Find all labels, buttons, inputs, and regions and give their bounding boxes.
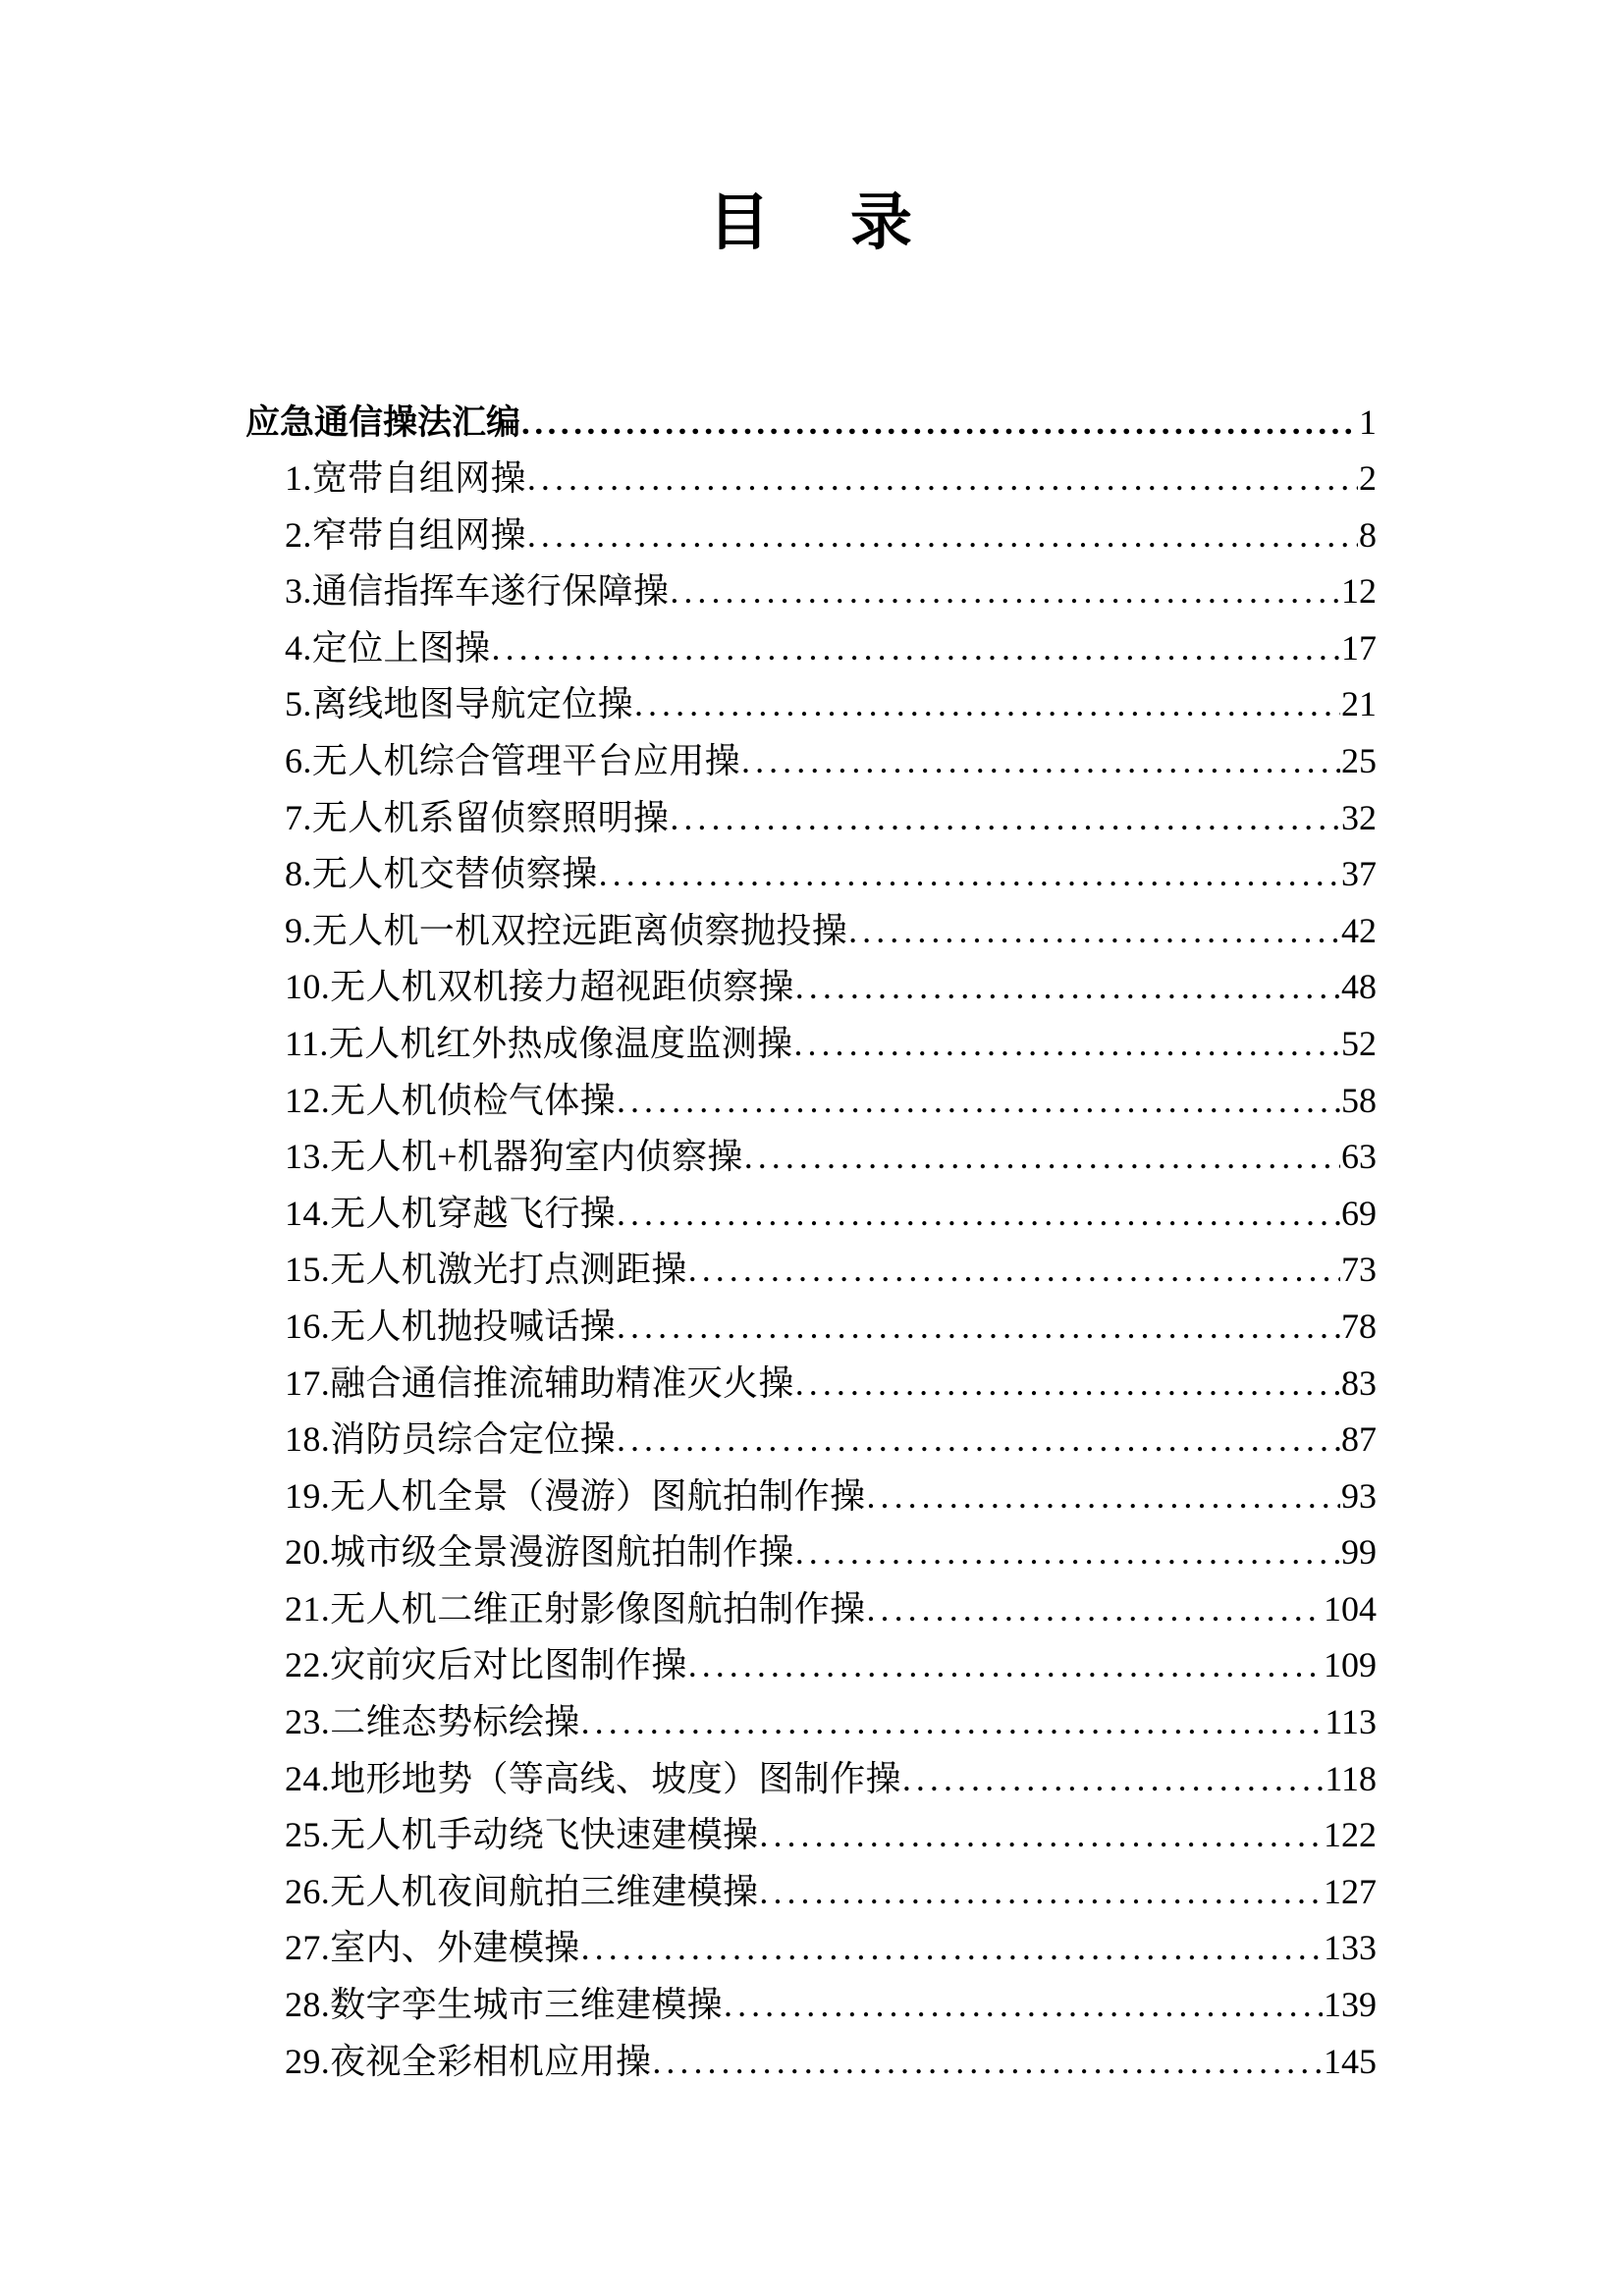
toc-leader-dots bbox=[759, 1807, 1323, 1864]
toc-entry-label: 12.无人机侦检气体操 bbox=[285, 1080, 616, 1120]
toc-entry[interactable] bbox=[285, 1299, 1377, 1356]
toc-leader-dots bbox=[688, 1637, 1323, 1694]
toc-entry-page-number: 69 bbox=[1341, 1193, 1377, 1233]
toc-entry-page-number: 17 bbox=[1341, 627, 1377, 667]
toc-entry[interactable] bbox=[285, 1356, 1377, 1413]
toc-entry-label: 15.无人机激光打点测距操 bbox=[285, 1250, 687, 1290]
toc-entry[interactable] bbox=[285, 846, 1377, 903]
toc-entry-label: 23.二维态势标绘操 bbox=[285, 1702, 580, 1742]
toc-entry[interactable] bbox=[285, 1468, 1377, 1525]
toc-entry[interactable] bbox=[285, 1751, 1377, 1808]
toc-entry-label: 9.无人机一机双控远距离侦察抛投操 bbox=[285, 910, 848, 950]
toc-entry-label: 应急通信操法汇编 bbox=[245, 403, 521, 442]
toc-leader-dots bbox=[527, 507, 1358, 564]
toc-entry[interactable] bbox=[285, 620, 1377, 677]
toc-leader-dots bbox=[744, 1129, 1340, 1186]
toc-entry-label: 27.室内、外建模操 bbox=[285, 1928, 580, 1968]
toc-entry-page-number: 73 bbox=[1341, 1250, 1377, 1290]
toc-entry[interactable] bbox=[285, 1807, 1377, 1864]
toc-entry-page-number: 8 bbox=[1359, 514, 1377, 555]
toc-leader-dots bbox=[581, 1920, 1323, 1977]
toc-leader-dots bbox=[492, 620, 1340, 677]
toc-entry[interactable] bbox=[285, 2034, 1377, 2091]
toc-leader-dots bbox=[617, 1186, 1340, 1243]
toc-entry-label: 6.无人机综合管理平台应用操 bbox=[285, 740, 741, 780]
page-title: 目 录 bbox=[708, 188, 916, 257]
toc-leader-dots bbox=[634, 676, 1340, 733]
toc-leader-dots bbox=[599, 846, 1340, 903]
toc-leader-dots bbox=[670, 563, 1340, 620]
toc-entry-page-number: 63 bbox=[1341, 1137, 1377, 1177]
toc-leader-dots bbox=[527, 451, 1358, 507]
toc-entry[interactable] bbox=[285, 1920, 1377, 1977]
toc-leader-dots bbox=[724, 1977, 1323, 2034]
toc-entry-label: 17.融合通信推流辅助精准灭火操 bbox=[285, 1362, 794, 1403]
toc-entry[interactable] bbox=[285, 676, 1377, 733]
toc-leader-dots bbox=[617, 1299, 1340, 1356]
toc-leader-dots bbox=[902, 1751, 1324, 1808]
toc-entry[interactable] bbox=[285, 1694, 1377, 1751]
toc-entry-page-number: 1 bbox=[1359, 402, 1377, 442]
toc-leader-dots bbox=[848, 903, 1340, 960]
toc-leader-dots bbox=[759, 1864, 1323, 1921]
toc-entry-page-number: 37 bbox=[1341, 854, 1377, 894]
toc-entry[interactable] bbox=[285, 1242, 1377, 1299]
toc-entry-page-number: 2 bbox=[1359, 458, 1377, 498]
toc-entry[interactable] bbox=[285, 1412, 1377, 1468]
toc-entry[interactable] bbox=[285, 1581, 1377, 1638]
toc-leader-dots bbox=[652, 2034, 1323, 2091]
toc-entry-label: 20.城市级全景漫游图航拍制作操 bbox=[285, 1532, 794, 1573]
toc-entry-label: 28.数字孪生城市三维建模操 bbox=[285, 1985, 724, 2025]
toc-entry-page-number: 139 bbox=[1324, 1985, 1377, 2025]
toc-entry-page-number: 42 bbox=[1341, 910, 1377, 950]
toc-entry-label: 11.无人机红外热成像温度监测操 bbox=[285, 1023, 793, 1063]
toc-leader-dots bbox=[670, 790, 1340, 847]
toc-entry-page-number: 133 bbox=[1324, 1928, 1377, 1968]
toc-entry-label: 4.定位上图操 bbox=[285, 627, 491, 667]
toc-entry-label: 7.无人机系留侦察照明操 bbox=[285, 797, 670, 837]
toc-entry-page-number: 32 bbox=[1341, 797, 1377, 837]
toc-leader-dots bbox=[795, 1356, 1340, 1413]
toc-entry[interactable] bbox=[285, 1524, 1377, 1581]
toc-entry-label: 26.无人机夜间航拍三维建模操 bbox=[285, 1871, 759, 1911]
toc-entry-page-number: 48 bbox=[1341, 967, 1377, 1007]
toc-leader-dots bbox=[741, 733, 1340, 790]
toc-entry-page-number: 25 bbox=[1341, 740, 1377, 780]
toc-entry-label: 21.无人机二维正射影像图航拍制作操 bbox=[285, 1588, 866, 1629]
toc-entry-page-number: 113 bbox=[1325, 1702, 1377, 1742]
toc-leader-dots bbox=[688, 1242, 1340, 1299]
toc-leader-dots bbox=[581, 1694, 1325, 1751]
toc-entry[interactable] bbox=[285, 1073, 1377, 1130]
toc-entry-page-number: 52 bbox=[1341, 1023, 1377, 1063]
toc-entry-page-number: 78 bbox=[1341, 1306, 1377, 1346]
toc-entry[interactable] bbox=[285, 733, 1377, 790]
toc-entry[interactable] bbox=[285, 507, 1377, 564]
toc-leader-dots bbox=[617, 1073, 1340, 1130]
toc-entry-page-number: 12 bbox=[1341, 571, 1377, 612]
toc-entry-page-number: 87 bbox=[1341, 1419, 1377, 1460]
toc-leader-dots bbox=[866, 1581, 1323, 1638]
toc-entry-page-number: 104 bbox=[1324, 1588, 1377, 1629]
toc-entry-page-number: 118 bbox=[1325, 1758, 1377, 1798]
toc-entry-page-number: 145 bbox=[1324, 2041, 1377, 2081]
toc-entry[interactable] bbox=[285, 451, 1377, 507]
toc-entry-page-number: 127 bbox=[1324, 1871, 1377, 1911]
toc-entry[interactable] bbox=[285, 903, 1377, 960]
toc-entry-label: 5.离线地图导航定位操 bbox=[285, 684, 633, 724]
toc-entry[interactable] bbox=[285, 1016, 1377, 1073]
toc-entry[interactable] bbox=[285, 563, 1377, 620]
toc-entry-label: 22.灾前灾后对比图制作操 bbox=[285, 1645, 687, 1685]
toc-entry[interactable] bbox=[285, 959, 1377, 1016]
toc-entry-page-number: 99 bbox=[1341, 1532, 1377, 1573]
toc-entry-label: 8.无人机交替侦察操 bbox=[285, 854, 598, 894]
toc-entry-page-number: 58 bbox=[1341, 1080, 1377, 1120]
toc-entry-page-number: 122 bbox=[1324, 1815, 1377, 1855]
toc-leader-dots bbox=[866, 1468, 1340, 1525]
toc-entry-label: 29.夜视全彩相机应用操 bbox=[285, 2041, 652, 2081]
toc-entry[interactable] bbox=[245, 395, 1377, 451]
toc-entry-label: 3.通信指挥车遂行保障操 bbox=[285, 571, 670, 612]
toc-entry[interactable] bbox=[285, 1129, 1377, 1186]
toc-entry-label: 13.无人机+机器狗室内侦察操 bbox=[285, 1137, 743, 1177]
toc-entry-label: 18.消防员综合定位操 bbox=[285, 1419, 616, 1460]
toc-entry-label: 25.无人机手动绕飞快速建模操 bbox=[285, 1815, 759, 1855]
toc-entry-label: 1.宽带自组网操 bbox=[285, 458, 526, 498]
toc-leader-dots bbox=[521, 396, 1358, 451]
toc-leader-dots bbox=[795, 959, 1340, 1016]
toc-entry[interactable] bbox=[285, 1637, 1377, 1694]
toc-entry-label: 2.窄带自组网操 bbox=[285, 514, 526, 555]
toc-entry-label: 24.地形地势（等高线、坡度）图制作操 bbox=[285, 1758, 901, 1798]
toc-leader-dots bbox=[793, 1016, 1340, 1073]
toc-entry-page-number: 109 bbox=[1324, 1645, 1377, 1685]
toc-entry-label: 10.无人机双机接力超视距侦察操 bbox=[285, 967, 794, 1007]
toc-leader-dots bbox=[795, 1524, 1340, 1581]
toc-leader-dots bbox=[617, 1412, 1340, 1468]
toc-entry-page-number: 83 bbox=[1341, 1362, 1377, 1403]
toc-entry[interactable] bbox=[285, 790, 1377, 847]
table-of-contents bbox=[245, 395, 1377, 2090]
toc-entry[interactable] bbox=[285, 1186, 1377, 1243]
toc-entry-page-number: 21 bbox=[1341, 684, 1377, 724]
toc-entry[interactable] bbox=[285, 1864, 1377, 1921]
toc-entry[interactable] bbox=[285, 1977, 1377, 2034]
toc-entry-page-number: 93 bbox=[1341, 1475, 1377, 1516]
toc-entry-label: 16.无人机抛投喊话操 bbox=[285, 1306, 616, 1346]
toc-entry-label: 19.无人机全景（漫游）图航拍制作操 bbox=[285, 1475, 866, 1516]
toc-entry-label: 14.无人机穿越飞行操 bbox=[285, 1193, 616, 1233]
